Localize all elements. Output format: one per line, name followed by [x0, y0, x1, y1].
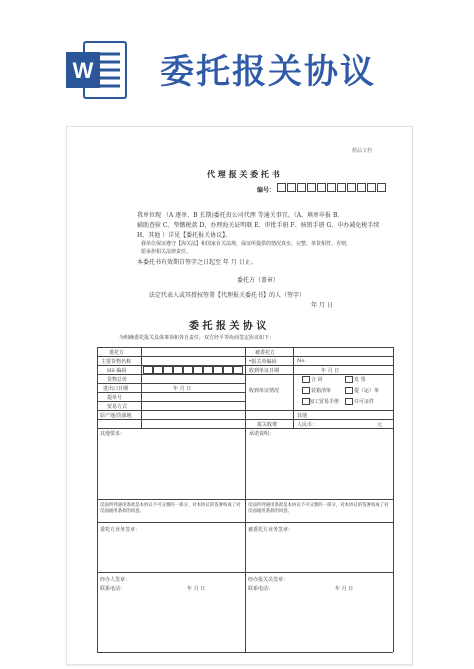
- declaration-no-prefix: No.: [297, 358, 306, 364]
- label-customs-fee: 报关收费: [257, 422, 278, 428]
- hs-digit-box[interactable]: [173, 366, 183, 374]
- number-digit-box[interactable]: [357, 183, 366, 192]
- paragraph-1: 我单位现 （A 逐单、B 长期)委托贵公司代理 等通关事宜。（A、填单申报 B、: [137, 212, 344, 219]
- hs-digit-box[interactable]: [183, 366, 193, 374]
- checkbox-packing-list[interactable]: [302, 387, 310, 394]
- banner-header: [0, 0, 474, 122]
- paragraph-3: H、其他 ）详见【委托报关协议】。: [137, 232, 232, 239]
- ck-packing-list-label: 装箱清单: [311, 388, 332, 394]
- agent-handler-seal: 经办报关员签章：: [248, 577, 289, 583]
- label-trade-mode: 贸易方式: [107, 404, 128, 410]
- principal-stamp-label: 委托方（盖章）: [237, 277, 280, 284]
- number-digit-box[interactable]: [277, 183, 286, 192]
- agreement-title: 委 托 报 关 协 议: [189, 321, 267, 332]
- label-docs-received-status: 收到单证情况: [249, 388, 280, 394]
- paragraph-4: 我单位保证遵守【海关法】和国家有关法规，保证所提供的情况真实、完整、单货相符。否则，: [141, 241, 352, 247]
- number-digit-box[interactable]: [317, 183, 326, 192]
- hs-digit-box[interactable]: [203, 366, 213, 374]
- ck-bill-label: 提（运）单: [354, 388, 380, 394]
- paragraph-2: 辅助查验 C、垫缴税款 D、办理海关证明联 E、审批手册 F、核销手册 G、申办减免税手续: [137, 222, 380, 229]
- label-declaration-no: *报关单编码: [249, 359, 277, 365]
- number-digit-box[interactable]: [367, 183, 376, 192]
- number-digit-box[interactable]: [347, 183, 356, 192]
- ck-processing-manual-label: 加工贸易手册: [309, 399, 340, 405]
- label-commitment: 承诺说明：: [249, 431, 275, 437]
- word-logo-letter: W: [72, 58, 94, 83]
- number-label: 编号：: [257, 187, 276, 194]
- label-other-requirements: 其他要求：: [100, 431, 126, 437]
- number-digit-box[interactable]: [327, 183, 336, 192]
- label-docs-received-date: 收到单证日期: [249, 368, 280, 374]
- principal-date: 年 月 日: [187, 586, 206, 592]
- checkbox-invoice[interactable]: [345, 376, 353, 383]
- label-hs-code: HS 编码: [107, 368, 127, 374]
- docs-received-date-value: 年 月 日: [321, 368, 340, 374]
- number-digit-box[interactable]: [287, 183, 296, 192]
- ck-license-label: 许可证件: [354, 399, 375, 405]
- number-boxes: [277, 183, 387, 192]
- label-principal: 委托方: [109, 350, 125, 356]
- principal-handler-seal: 经办人签章：: [100, 577, 131, 583]
- number-digit-box[interactable]: [337, 183, 346, 192]
- ck-contract-label: 合 同: [311, 377, 323, 383]
- label-goods-name: 主要货物名称: [101, 359, 132, 365]
- label-other-docs: 其他: [297, 413, 308, 419]
- checkbox-contract[interactable]: [302, 376, 310, 383]
- hs-digit-box[interactable]: [223, 366, 233, 374]
- agreement-intro: 为明确委托报关具体事项和各自责任，双方经平等协商签定协议如下：: [119, 335, 275, 341]
- hs-digit-box[interactable]: [193, 366, 203, 374]
- customs-fee-currency: 人民币：: [297, 422, 318, 428]
- agent-phone: 联系电话：: [248, 586, 274, 592]
- import-export-date-value: 年 月 日: [173, 386, 192, 392]
- principal-business-seal: 委托方业务签章：: [100, 527, 141, 533]
- principal-phone: 联系电话：: [100, 586, 126, 592]
- label-total-value: 货物总价: [107, 377, 128, 383]
- page-title: 委托报关协议: [160, 52, 376, 92]
- label-import-export-date: 进出口日期: [103, 386, 129, 392]
- customs-fee-unit: 元: [377, 422, 383, 428]
- checkbox-license[interactable]: [345, 398, 353, 405]
- corner-label: 精品文档: [352, 148, 373, 154]
- hs-digit-box[interactable]: [143, 366, 153, 374]
- label-origin: 原产地/货源地: [100, 413, 132, 419]
- hs-code-boxes: [143, 366, 243, 374]
- number-digit-box[interactable]: [307, 183, 316, 192]
- label-bill-of-lading: 提单号: [107, 395, 123, 401]
- label-agent: 被委托方: [255, 350, 276, 356]
- checkbox-bill-of-lading[interactable]: [345, 387, 353, 394]
- number-digit-box[interactable]: [377, 183, 386, 192]
- hs-digit-box[interactable]: [213, 366, 223, 374]
- signature-date: 年 月 日: [311, 302, 333, 309]
- paragraph-validity: 本委托书有效期自签字之日起至 年 月 日止。: [137, 259, 257, 266]
- power-of-attorney-title: 代 理 报 关 委 托 书: [207, 169, 280, 179]
- document-page: [66, 126, 413, 665]
- terms-note-left: 反面所列通用条款是本协议不可分割的一部分，对本协议的签署构成了对反面通用条款的同意。: [100, 503, 241, 514]
- paragraph-5: 愿承担相关法律责任。: [141, 249, 192, 255]
- agent-business-seal: 被委托方业务签章：: [248, 527, 294, 533]
- signature-line: 法定代表人或其授权签署【代理报关委托书】的人（签字）: [149, 292, 306, 299]
- ck-invoice-label: 发 票: [354, 377, 366, 383]
- word-document-icon: [66, 40, 128, 100]
- hs-digit-box[interactable]: [163, 366, 173, 374]
- agent-date: 年 月 日: [335, 586, 354, 592]
- hs-digit-box[interactable]: [233, 366, 243, 374]
- hs-digit-box[interactable]: [153, 366, 163, 374]
- agreement-table: [97, 347, 393, 652]
- number-digit-box[interactable]: [297, 183, 306, 192]
- terms-note-right: 反面所列通用条款是本协议不可分割的一部分，对本协议的签署构成了对反面通用条款的同意。: [248, 503, 389, 514]
